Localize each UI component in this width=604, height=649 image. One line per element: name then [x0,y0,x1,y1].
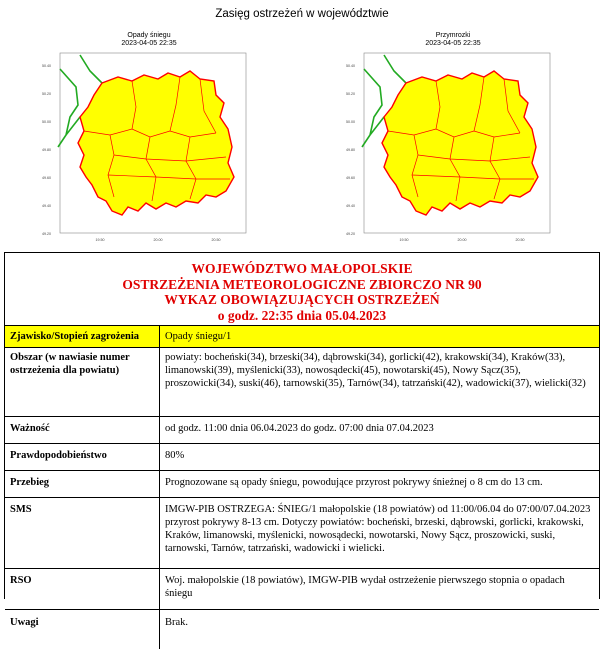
row-label: Przebieg [5,471,160,498]
lat-tick-label: 49.80 [42,148,51,152]
map-title: Przymrozki [352,32,554,40]
warning-area [78,71,234,215]
header-issue-time: o godz. 22:35 dnia 05.04.2023 [5,308,599,324]
lat-tick-label: 50.40 [346,64,355,68]
lat-tick-label: 49.20 [346,232,355,236]
warning-document [4,252,600,599]
lat-tick-label: 50.20 [346,92,355,96]
lat-tick-label: 50.40 [42,64,51,68]
map-canvas [344,51,554,247]
lat-tick-label: 49.20 [42,232,51,236]
row-label: SMS [5,498,160,569]
row-value: powiaty: bocheński(34), brzeski(34), dąbrowski(34), gorlicki(42), krakowski(34), Kraków(33), limanowski(39), myślenicki(33), nowosądecki(45), nowotarski(45), Nowy Sącz(35), proszowicki(34), suski(46), tarnowski(35), Tarnów(34), tatrzański(42), wadowicki(37), wielicki(32) [160,348,600,417]
warning-header [5,253,599,325]
page-title: Zasięg ostrzeżeń w województwie [0,8,604,20]
lon-tick-label: 20.50 [212,238,221,242]
row-probability [5,444,599,471]
lon-tick-label: 20.00 [154,238,163,242]
map-title: Opady śniegu [48,32,250,40]
warning-table [5,325,599,649]
warning-area [382,71,538,215]
row-value: Prognozowane są opady śniegu, powodujące przyrost pokrywy śnieżnej o 8 cm do 13 cm. [160,471,600,498]
row-course [5,471,599,498]
row-value: Brak. [160,610,600,649]
row-label: Ważność [5,417,160,444]
map-canvas [40,51,250,247]
row-phenomenon [5,326,599,348]
row-area [5,348,599,417]
lon-tick-label: 19.50 [400,238,409,242]
row-validity [5,417,599,444]
row-value: IMGW-PIB OSTRZEGA: ŚNIEG/1 małopolskie (18 powiatów) od 11:00/06.04 do 07:00/07.04.2023 przyrost pokrywy 8-13 cm. Dotyczy powiatów: bocheński, brzeski, dąbrowski, gorlicki, krakowski, Kraków, limanowski, myślenicki, nowosądecki, nowotarski, Nowy Sącz, proszowicki, suski, tarnowski, Tarnów, tatrzański, wadowicki i wielicki. [160,498,600,569]
row-label: Obszar (w nawiasie numer ostrzeżenia dla powiatu) [5,348,160,417]
map-snowfall [40,32,250,247]
lat-tick-label: 49.80 [346,148,355,152]
header-summary: OSTRZEŻENIA METEOROLOGICZNE ZBIORCZO NR 90 [5,277,599,293]
row-label: Zjawisko/Stopień zagrożenia [5,326,160,348]
map-frost [344,32,554,247]
lat-tick-label: 49.60 [346,176,355,180]
lat-tick-label: 49.40 [42,204,51,208]
row-value: 80% [160,444,600,471]
lat-tick-label: 50.00 [346,120,355,124]
lat-tick-label: 50.00 [42,120,51,124]
row-rso [5,569,599,610]
header-list-title: WYKAZ OBOWIĄZUJĄCYCH OSTRZEŻEŃ [5,292,599,308]
row-label: Prawdopodobieństwo [5,444,160,471]
lon-tick-label: 20.50 [516,238,525,242]
lat-tick-label: 50.20 [42,92,51,96]
row-sms [5,498,599,569]
row-value: Opady śniegu/1 [160,326,600,348]
lat-tick-label: 49.40 [346,204,355,208]
map-datetime: 2023-04-05 22:35 [48,40,250,48]
row-label: Uwagi [5,610,160,649]
row-value: od godz. 11:00 dnia 06.04.2023 do godz. 07:00 dnia 07.04.2023 [160,417,600,444]
lon-tick-label: 19.50 [96,238,105,242]
map-datetime: 2023-04-05 22:35 [352,40,554,48]
row-label: RSO [5,569,160,610]
header-region: WOJEWÓDZTWO MAŁOPOLSKIE [5,261,599,277]
lat-tick-label: 49.60 [42,176,51,180]
row-value: Woj. małopolskie (18 powiatów), IMGW-PIB wydał ostrzeżenie pierwszego stopnia o opadach śniegu [160,569,600,610]
row-remarks [5,610,599,649]
lon-tick-label: 20.00 [458,238,467,242]
